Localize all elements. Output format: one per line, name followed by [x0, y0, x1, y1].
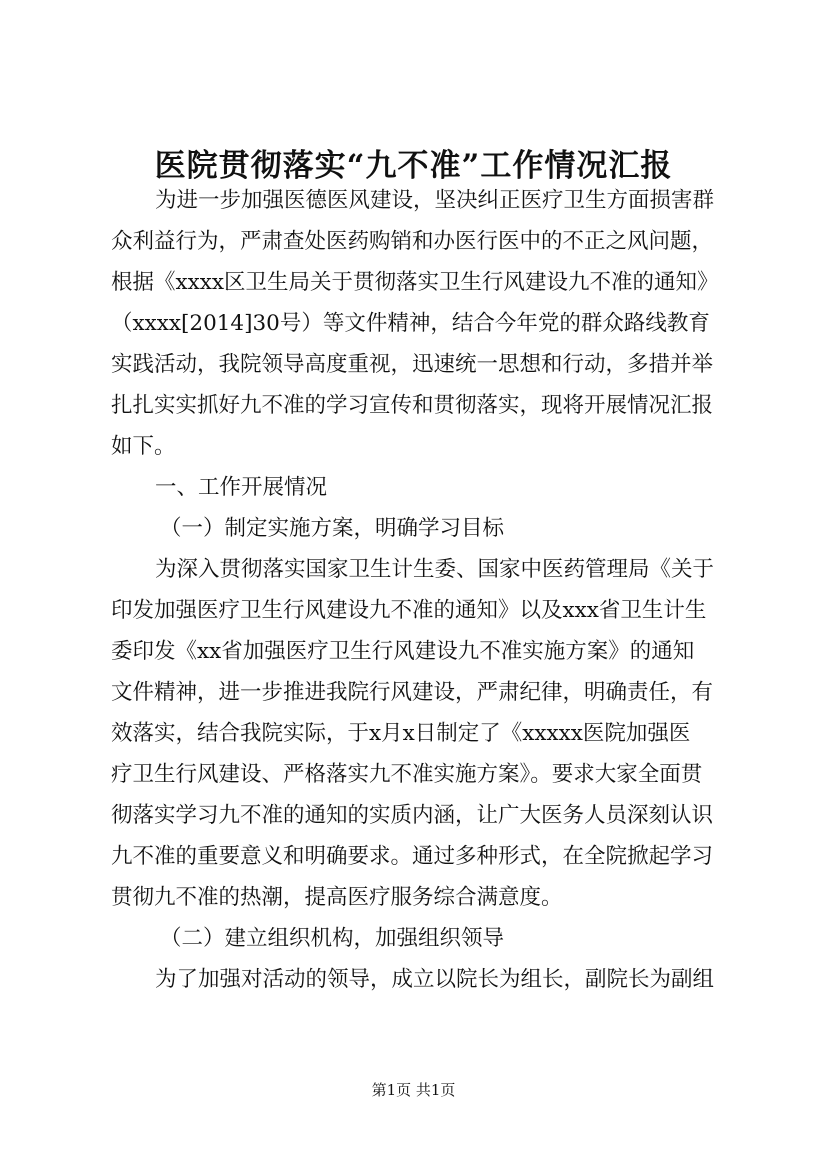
body-line: 如下。 [111, 434, 176, 459]
body-line: 疗卫生行风建设、严格落实九不准实施方案》。要求大家全面贯 [111, 762, 703, 787]
body-line: 根据《xxxx区卫生局关于贯彻落实卫生行风建设九不准的通知》 [111, 270, 719, 295]
body-line: 九不准的重要意义和明确要求。通过多种形式，在全院掀起学习 [111, 844, 714, 869]
section-heading: 一、工作开展情况 [155, 475, 328, 500]
document-title: 医院贯彻落实“九不准”工作情况汇报 [154, 148, 673, 184]
body-line: 彻落实学习九不准的通知的实质内涵，让广大医务人员深刻认识 [111, 803, 714, 828]
body-line: 为了加强对活动的领导，成立以院长为组长，副院长为副组 [155, 967, 715, 992]
body-line: 扎扎实实抓好九不准的学习宣传和贯彻落实，现将开展情况汇报 [111, 393, 714, 418]
body-line: 实践活动，我院领导高度重视，迅速统一思想和行动，多措并举 [111, 352, 714, 377]
body-line: 文件精神，进一步推进我院行风建设，严肃纪律，明确责任，有 [111, 680, 714, 705]
subsection-heading: （二）建立组织机构，加强组织领导 [160, 926, 505, 951]
body-line: 委印发《xx省加强医疗卫生行风建设九不准实施方案》的通知 [111, 639, 695, 664]
page-footer: 第1页 共1页 [371, 1081, 456, 1099]
body-line: 印发加强医疗卫生行风建设九不准的通知》以及xxx省卫生计生 [111, 598, 707, 623]
body-line: 效落实，结合我院实际，于x月x日制定了《xxxxx医院加强医 [111, 721, 691, 746]
body-line: 为进一步加强医德医风建设，坚决纠正医疗卫生方面损害群 [155, 188, 715, 213]
subsection-heading: （一）制定实施方案，明确学习目标 [160, 516, 505, 541]
body-line: 众利益行为，严肃查处医药购销和办医行医中的不正之风问题， [111, 229, 714, 254]
body-line: （xxxx[2014]30号）等文件精神，结合今年党的群众路线教育 [111, 311, 710, 336]
body-line: 贯彻九不准的热潮，提高医疗服务综合满意度。 [111, 885, 563, 910]
body-line: 为深入贯彻落实国家卫生计生委、国家中医药管理局《关于 [155, 557, 715, 582]
